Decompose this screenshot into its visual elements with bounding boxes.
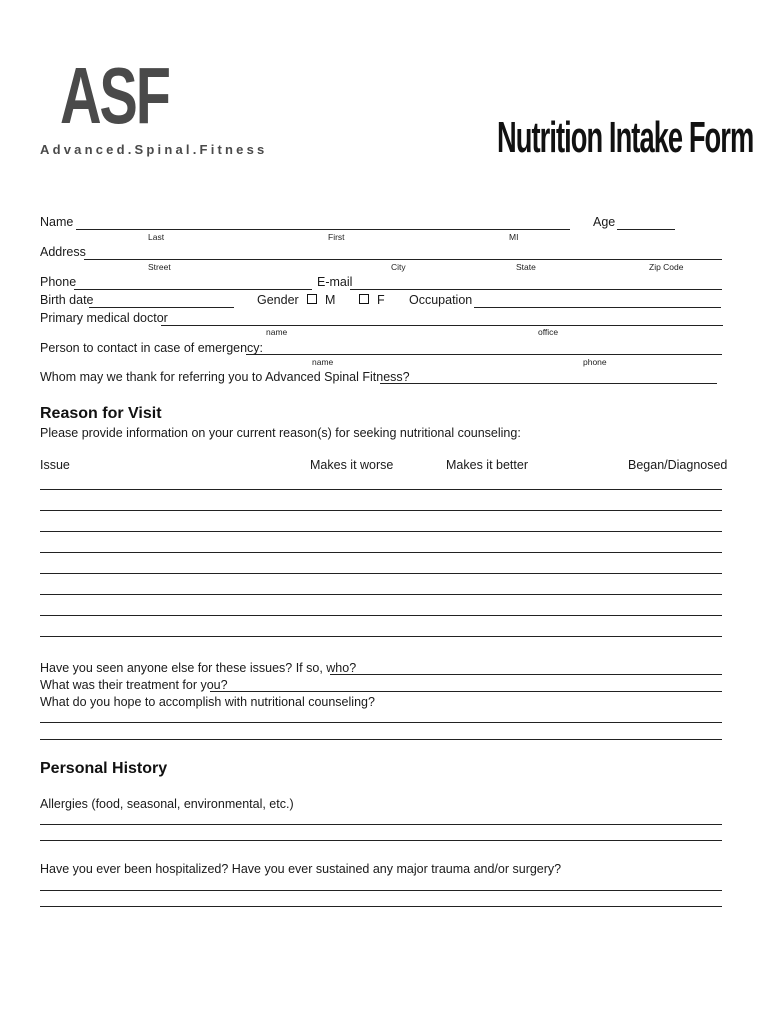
issue-line-2[interactable] [40, 510, 722, 511]
hope-line-1[interactable] [40, 722, 722, 723]
column-makes-better: Makes it better [446, 458, 528, 472]
hope-label: What do you hope to accomplish with nutritional counseling? [40, 695, 375, 709]
doctor-name-sublabel: name [266, 327, 288, 337]
issue-line-6[interactable] [40, 594, 722, 595]
hospitalized-line-2[interactable] [40, 906, 722, 907]
age-field[interactable] [617, 229, 675, 230]
column-makes-worse: Makes it worse [310, 458, 394, 472]
hospitalized-label: Have you ever been hospitalized? Have you ever sustained any major trauma and/or surgery? [40, 862, 562, 876]
primary-doctor-field[interactable] [161, 325, 723, 326]
gender-male-label: M [325, 293, 336, 307]
allergies-line-2[interactable] [40, 840, 722, 841]
phone-label: Phone [40, 275, 77, 289]
reason-intro-text: Please provide information on your current reason(s) for seeking nutritional counseling: [40, 426, 521, 440]
zip-code-sublabel: Zip Code [649, 262, 684, 272]
treatment-field[interactable] [210, 691, 722, 692]
age-label: Age [593, 215, 616, 229]
allergies-label: Allergies (food, seasonal, environmental, etc.) [40, 797, 294, 811]
allergies-line-1[interactable] [40, 824, 722, 825]
column-began-diagnosed: Began/Diagnosed [628, 458, 728, 472]
last-name-sublabel: Last [148, 232, 165, 242]
asf-logo: ASF [60, 51, 169, 140]
emergency-contact-field[interactable] [246, 354, 722, 355]
personal-history-heading: Personal History [40, 760, 168, 777]
birth-date-label: Birth date [40, 293, 94, 307]
column-issue: Issue [40, 458, 70, 472]
seen-else-label: Have you seen anyone else for these issues? If so, who? [40, 661, 357, 675]
seen-else-field[interactable] [330, 674, 722, 675]
treatment-label: What was their treatment for you? [40, 678, 228, 692]
reason-for-visit-heading: Reason for Visit [40, 405, 162, 422]
gender-female-checkbox[interactable] [359, 294, 369, 304]
issue-line-5[interactable] [40, 573, 722, 574]
emergency-name-sublabel: name [312, 357, 334, 367]
street-sublabel: Street [148, 262, 171, 272]
email-label: E-mail [317, 275, 353, 289]
address-field[interactable] [84, 259, 722, 260]
city-sublabel: City [391, 262, 406, 272]
emergency-phone-sublabel: phone [583, 357, 607, 367]
address-label: Address [40, 245, 86, 259]
name-field[interactable] [76, 229, 570, 230]
gender-label: Gender [257, 293, 299, 307]
name-label: Name [40, 215, 74, 229]
gender-female-label: F [377, 293, 385, 307]
issue-line-3[interactable] [40, 531, 722, 532]
issue-line-8[interactable] [40, 636, 722, 637]
doctor-office-sublabel: office [538, 327, 559, 337]
email-field[interactable] [350, 289, 722, 290]
emergency-contact-label: Person to contact in case of emergency: [40, 341, 264, 355]
issue-line-1[interactable] [40, 489, 722, 490]
middle-initial-sublabel: MI [509, 232, 519, 242]
occupation-field[interactable] [474, 307, 721, 308]
issue-line-4[interactable] [40, 552, 722, 553]
asf-logo-subtitle: Advanced.Spinal.Fitness [40, 142, 268, 157]
hospitalized-line-1[interactable] [40, 890, 722, 891]
first-name-sublabel: First [328, 232, 345, 242]
referral-field[interactable] [380, 383, 717, 384]
birth-date-field[interactable] [89, 307, 234, 308]
occupation-label: Occupation [409, 293, 473, 307]
form-title: Nutrition Intake Form [497, 113, 754, 162]
issue-line-7[interactable] [40, 615, 722, 616]
hope-line-2[interactable] [40, 739, 722, 740]
state-sublabel: State [516, 262, 536, 272]
gender-male-checkbox[interactable] [307, 294, 317, 304]
phone-field[interactable] [74, 289, 312, 290]
primary-doctor-label: Primary medical doctor [40, 311, 168, 325]
referral-label: Whom may we thank for referring you to Advanced Spinal Fitness? [40, 370, 410, 384]
